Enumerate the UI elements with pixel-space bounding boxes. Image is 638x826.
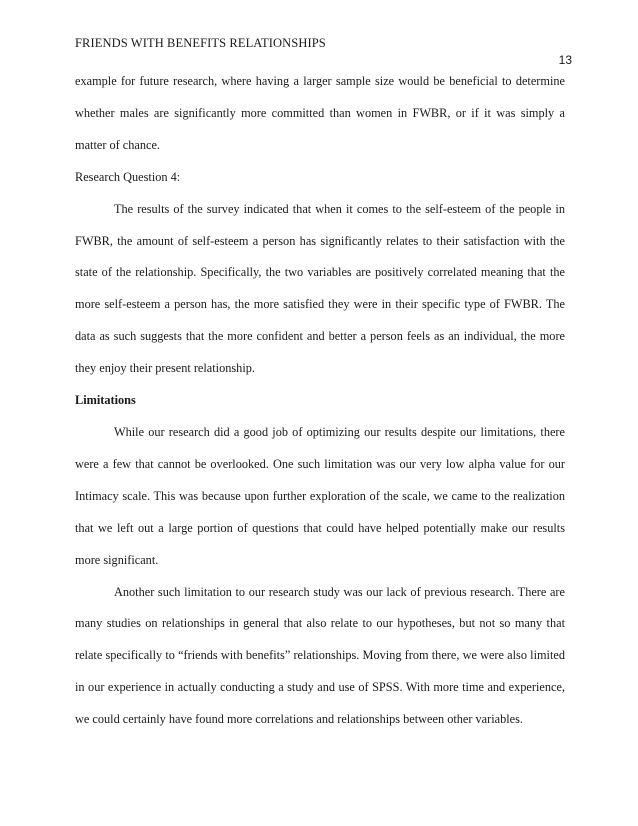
limitations-heading: Limitations	[75, 393, 136, 408]
paragraph-limitations-research: Another such limitation to our research study was our lack of previous research. There are many studies on relationships in general that also relate to our hypotheses, but not so many that relate specifically to “friends with benefits” relationships. Moving from there, we were also limited in our experience in actually conducting a study and use of SPSS. With more time and experience, we could certainly have found more correlations and relationships between other variables.	[75, 584, 565, 727]
document-body	[75, 66, 565, 736]
paragraph-self-esteem-results: The results of the survey indicated that when it comes to the self-esteem of the people in FWBR, the amount of self-esteem a person has significantly relates to their satisfaction with the state of the relationship. Specifically, the two variables are positively correlated meaning that the more self-esteem a person has, the more satisfied they were in their specific type of FWBR. The data as such suggests that the more confident and better a person feels as an individual, the more they enjoy their present relationship.	[75, 201, 565, 376]
running-head: FRIENDS WITH BENEFITS RELATIONSHIPS	[75, 36, 326, 50]
page-number: 13	[558, 53, 572, 67]
research-question-4-label: Research Question 4:	[75, 169, 181, 184]
paragraph-limitations-alpha: While our research did a good job of optimizing our results despite our limitations, there were a few that cannot be overlooked. One such limitation was our very low alpha value for our Intimacy scale. This was because upon further exploration of the scale, we came to the realization that we left out a large portion of questions that could have helped potentially make our results more significant.	[75, 424, 565, 567]
paragraph-continuation: example for future research, where having a larger sample size would be beneficial to determine whether males are significantly more committed than women in FWBR, or if it was simply a matter of chance.	[75, 74, 565, 152]
